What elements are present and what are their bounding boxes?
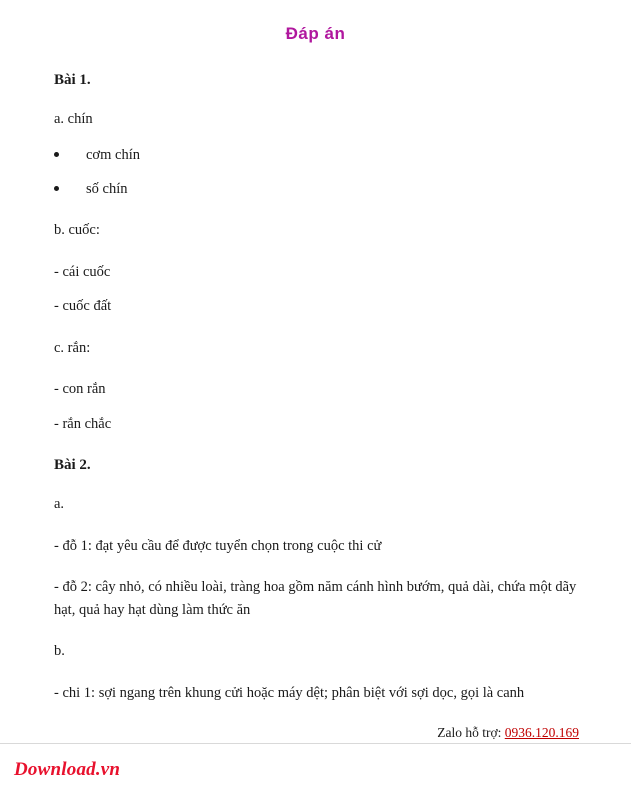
answer-line-1b: b. cuốc: [54, 222, 100, 239]
answer-line-2a-item-2: - đỗ 2: cây nhỏ, có nhiều loài, tràng hoa gồm năm cánh hình bướm, quả dài, chứa một dãy hạt, quả hay hạt dùng làm thức ăn [54, 579, 577, 618]
page-footer [0, 725, 631, 801]
answer-line-1b-item-1: - cái cuốc [54, 263, 111, 280]
footer-divider [0, 743, 631, 744]
list-item: cơm chín [54, 144, 579, 166]
answer-label-2b: b. [54, 643, 65, 660]
support-phone-link[interactable]: 0936.120.169 [504, 725, 579, 740]
answer-line-2b-item-1: - chi 1: sợi ngang trên khung cửi hoặc máy dệt; phân biệt với sợi dọc, gọi là canh [54, 684, 525, 701]
site-logo[interactable] [14, 759, 120, 781]
section-heading-bai-1: Bài 1. [54, 72, 91, 88]
answer-line-1c-item-2: - rắn chắc [54, 415, 112, 432]
support-label: Zalo hỗ trợ: [437, 725, 505, 740]
site-logo-tld: .vn [95, 759, 121, 780]
answer-line-2a-item-1: - đỗ 1: đạt yêu cầu để được tuyển chọn trong cuộc thi cử [54, 537, 382, 554]
answer-label-2a: a. [54, 496, 65, 513]
answer-line-1a: a. chín [54, 111, 93, 127]
list-item: số chín [54, 178, 579, 200]
answer-line-1c: c. rắn: [54, 339, 91, 356]
answer-line-1b-item-2: - cuốc đất [54, 298, 112, 315]
support-contact [437, 725, 579, 741]
site-logo-name: Download [14, 759, 96, 780]
page-title: Đáp án [285, 24, 346, 43]
answer-line-1c-item-1: - con rắn [54, 381, 106, 398]
bullet-list-1a [52, 144, 579, 200]
section-heading-bai-2: Bài 2. [54, 457, 91, 474]
